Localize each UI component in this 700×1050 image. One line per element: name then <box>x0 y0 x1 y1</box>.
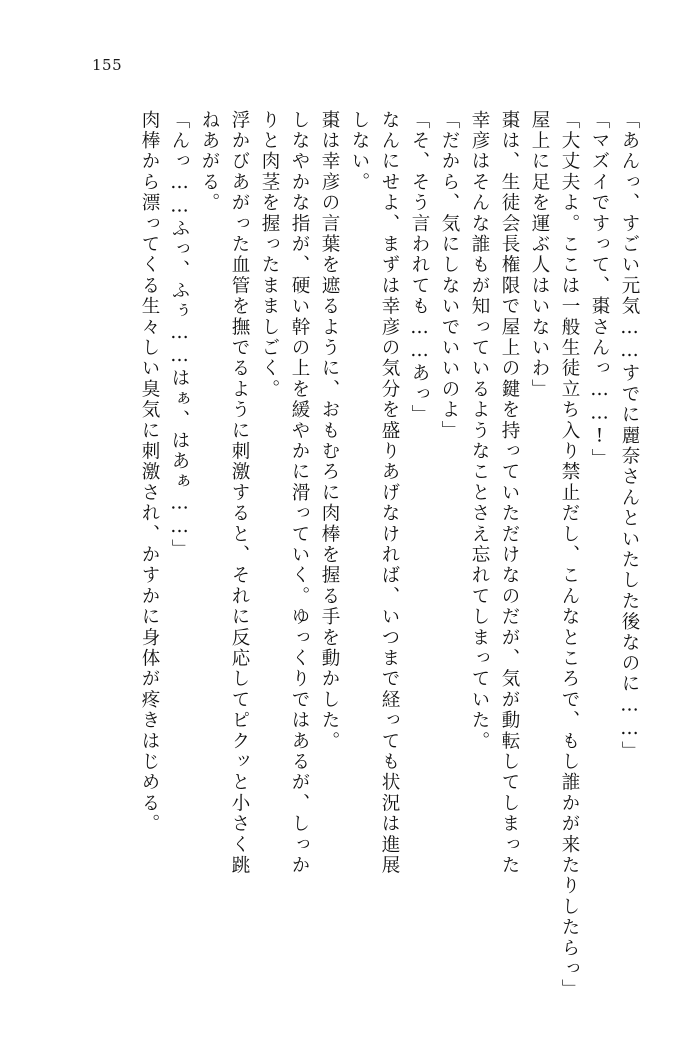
vertical-text-block <box>62 110 640 1001</box>
text-line: 「だから、気にしないでいいのよ」 <box>439 110 460 442</box>
text-line: 棗は、生徒会長権限で屋上の鍵を持っていただけなのだが、気が動転してしまった <box>499 110 520 876</box>
text-line: りと肉茎を握ったまましごく。 <box>259 110 280 400</box>
text-line: 棗は幸彦の言葉を遮るように、おもむろに肉棒を握る手を動かした。 <box>319 110 340 752</box>
text-line: 「マズイですって、棗さんっ……!」 <box>589 110 610 470</box>
text-line: しなやかな指が、硬い幹の上を緩やかに滑っていく。ゆっくりではあるが、しっか <box>289 110 310 876</box>
text-line: 肉棒から漂ってくる生々しい臭気に刺激され、かすかに身体が疼きはじめる。 <box>139 110 160 835</box>
text-line: 浮かびあがった血管を撫でるように刺激すると、それに反応してピクッと小さく跳 <box>229 110 250 876</box>
text-line: 幸彦はそんな誰もが知っているようなことさえ忘れてしまっていた。 <box>469 110 490 752</box>
text-line: 「大丈夫よ。ここは一般生徒立ち入り禁止だし、こんなところで、もし誰かが来たりしたらっ」 <box>559 110 580 1001</box>
text-line: 「そ、そう言われても……あっ」 <box>409 110 430 426</box>
text-line: ねあがる。 <box>199 110 220 214</box>
text-line: 「あんっ、すごい元気……すでに麗奈さんといたした後なのに……」 <box>619 110 640 762</box>
text-line: 屋上に足を運ぶ人はいないわ」 <box>529 110 550 400</box>
text-line: 「んっ……ふっ、ふぅ……はぁ、はあぁ……」 <box>169 110 190 560</box>
text-line: しない。 <box>349 110 370 193</box>
page-number: 155 <box>92 56 123 74</box>
text-line: なんにせよ、まずは幸彦の気分を盛りあげなければ、いつまで経っても状況は進展 <box>379 110 400 876</box>
